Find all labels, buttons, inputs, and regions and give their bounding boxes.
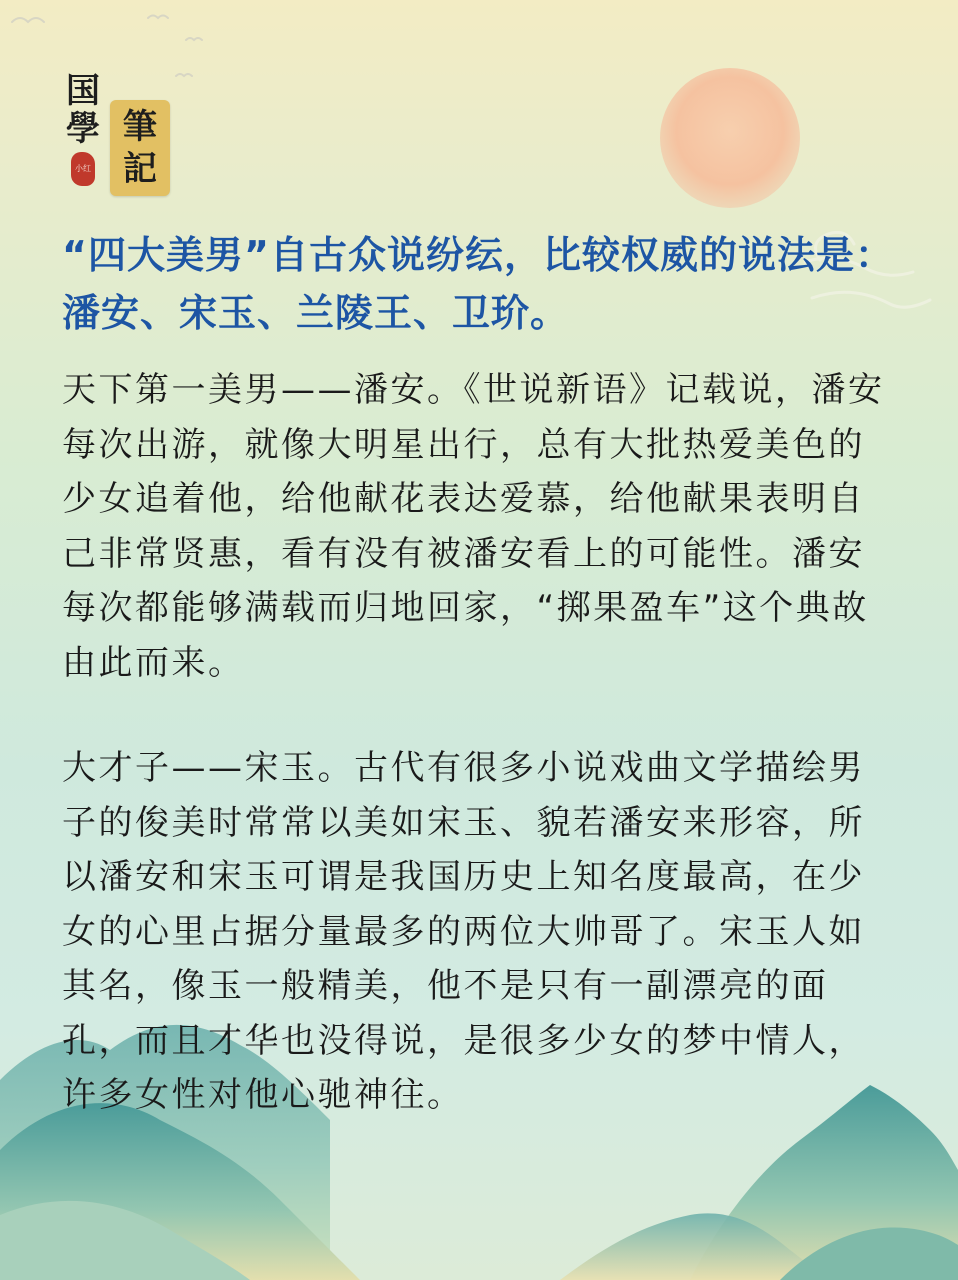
sun-shape [660, 68, 800, 208]
logo-left-column [60, 72, 106, 186]
logo-char-ji: 記 [123, 149, 157, 189]
brand-logo [60, 72, 180, 202]
logo-char-bi: 筆 [123, 107, 157, 147]
logo-plate [110, 100, 170, 196]
logo-seal-stamp: 小红 [71, 152, 95, 186]
headline: “四大美男”自古众说纷纭，比较权威的说法是：潘安、宋玉、兰陵王、卫玠。 [62, 233, 894, 335]
paragraph-pan-an: 天下第一美男——潘安。《世说新语》记载说，潘安每次出游，就像大明星出行，总有大批热爱美色的少女追着他，给他献花表达爱慕，给他献果表明自己非常贤惠，看有没有被潘安看上的可能性。潘安每次都能够满载而归地回家，“掷果盈车”这个典故由此而来。 [62, 370, 885, 683]
logo-char-xue: 學 [66, 109, 100, 149]
paragraph-song-yu: 大才子——宋玉。古代有很多小说戏曲文学描绘男子的俊美时常常以美如宋玉、貌若潘安来形容，所以潘安和宋玉可谓是我国历史上知名度最高，在少女的心里占据分量最多的两位大帅哥了。宋玉人如其名，像玉一般精美，他不是只有一副漂亮的面孔，而且才华也没得说，是很多少女的梦中情人，许多女性对他心驰神往。 [62, 748, 865, 1115]
logo-char-guo: 国 [66, 71, 100, 111]
